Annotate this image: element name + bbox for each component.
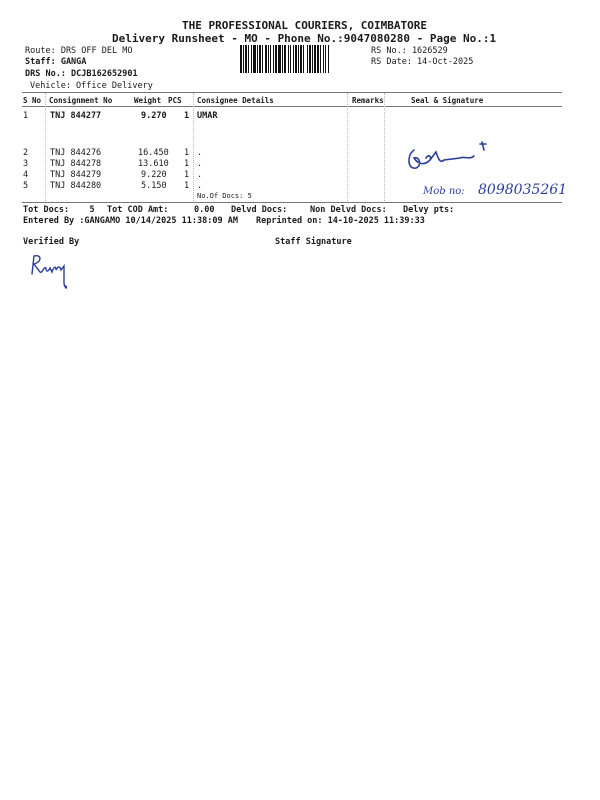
entered-by: Entered By :GANGAMO 10/14/2025 11:38:09 AM xyxy=(23,216,238,226)
col-header-consignee: Consignee Details xyxy=(197,96,274,105)
table-header-line xyxy=(22,106,562,107)
handwritten-mob-label: Mob no: xyxy=(423,186,465,197)
total-cod-amount: Tot COD Amt: 0.00 xyxy=(107,205,215,215)
row-consignment: TNJ 844278 xyxy=(50,159,102,169)
row-weight: 5.150 xyxy=(141,181,167,191)
barcode xyxy=(240,45,366,73)
table-top-line xyxy=(22,92,562,93)
reprinted-on: Reprinted on: 14-10-2025 11:39:33 xyxy=(256,216,425,226)
row-weight: 9.220 xyxy=(141,170,167,180)
col-header-seal: Seal & Signature xyxy=(411,96,484,105)
handwritten-mob-number: 8098035261 xyxy=(478,182,568,198)
row-pcs: 1 xyxy=(184,111,190,121)
row-consignment: TNJ 844280 xyxy=(50,181,102,191)
col-header-sno: S No xyxy=(23,96,42,105)
runsheet-subtitle: Delivery Runsheet - MO - Phone No.:9047080280 - Page No.:1 xyxy=(112,32,497,45)
row-pcs: 1 xyxy=(184,148,190,158)
staff-signature-label: Staff Signature xyxy=(275,237,352,247)
drs-number: DRS No.: DCJB162652901 xyxy=(25,69,138,79)
verifier-signature xyxy=(28,252,78,294)
delivered-docs: Delvd Docs: xyxy=(231,205,288,215)
vehicle-text: Vehicle: Office Delivery xyxy=(30,81,153,91)
col-header-remarks: Remarks xyxy=(352,96,384,105)
row-sno: 4 xyxy=(23,170,29,180)
no-of-docs: No.Of Docs: 5 xyxy=(197,192,252,200)
row-pcs: 1 xyxy=(184,181,190,191)
row-pcs: 1 xyxy=(184,170,190,180)
row-consignee: . xyxy=(197,159,203,169)
rs-date: RS Date: 14-Oct-2025 xyxy=(371,57,474,67)
col-separator xyxy=(193,93,194,203)
row-consignee: . xyxy=(197,148,203,158)
col-separator xyxy=(384,93,385,203)
row-consignment: TNJ 844279 xyxy=(50,170,102,180)
row-weight: 13.610 xyxy=(138,159,169,169)
row-consignment: TNJ 844276 xyxy=(50,148,102,158)
row-sno: 3 xyxy=(23,159,29,169)
row-weight: 9.270 xyxy=(141,111,167,121)
row-sno: 2 xyxy=(23,148,29,158)
row-consignee: . xyxy=(197,181,203,191)
row-pcs: 1 xyxy=(184,159,190,169)
row-sno: 5 xyxy=(23,181,29,191)
table-bottom-line xyxy=(22,202,562,203)
company-title: THE PROFESSIONAL COURIERS, COIMBATORE xyxy=(182,19,428,32)
row-sno: 1 xyxy=(23,111,29,121)
row-consignee: . xyxy=(197,170,203,180)
row-consignment: TNJ 844277 xyxy=(50,111,102,121)
col-header-pcs: PCS xyxy=(168,96,182,105)
col-separator xyxy=(347,93,348,203)
row-weight: 16.450 xyxy=(138,148,169,158)
verified-by-label: Verified By xyxy=(23,237,80,247)
col-separator xyxy=(45,93,46,203)
total-docs: Tot Docs: 5 xyxy=(23,205,95,215)
rs-number: RS No.: 1626529 xyxy=(371,46,448,56)
col-header-weight: Weight xyxy=(134,96,162,105)
handwritten-signature xyxy=(404,138,494,178)
col-header-consignment: Consignment No xyxy=(49,96,113,105)
staff-text: Staff: GANGA xyxy=(25,57,87,67)
row-consignee: UMAR xyxy=(197,111,218,121)
route-text: Route: DRS OFF DEL MO xyxy=(25,46,133,56)
delivery-points: Delvy pts: xyxy=(403,205,455,215)
non-delivered-docs: Non Delvd Docs: xyxy=(310,205,387,215)
